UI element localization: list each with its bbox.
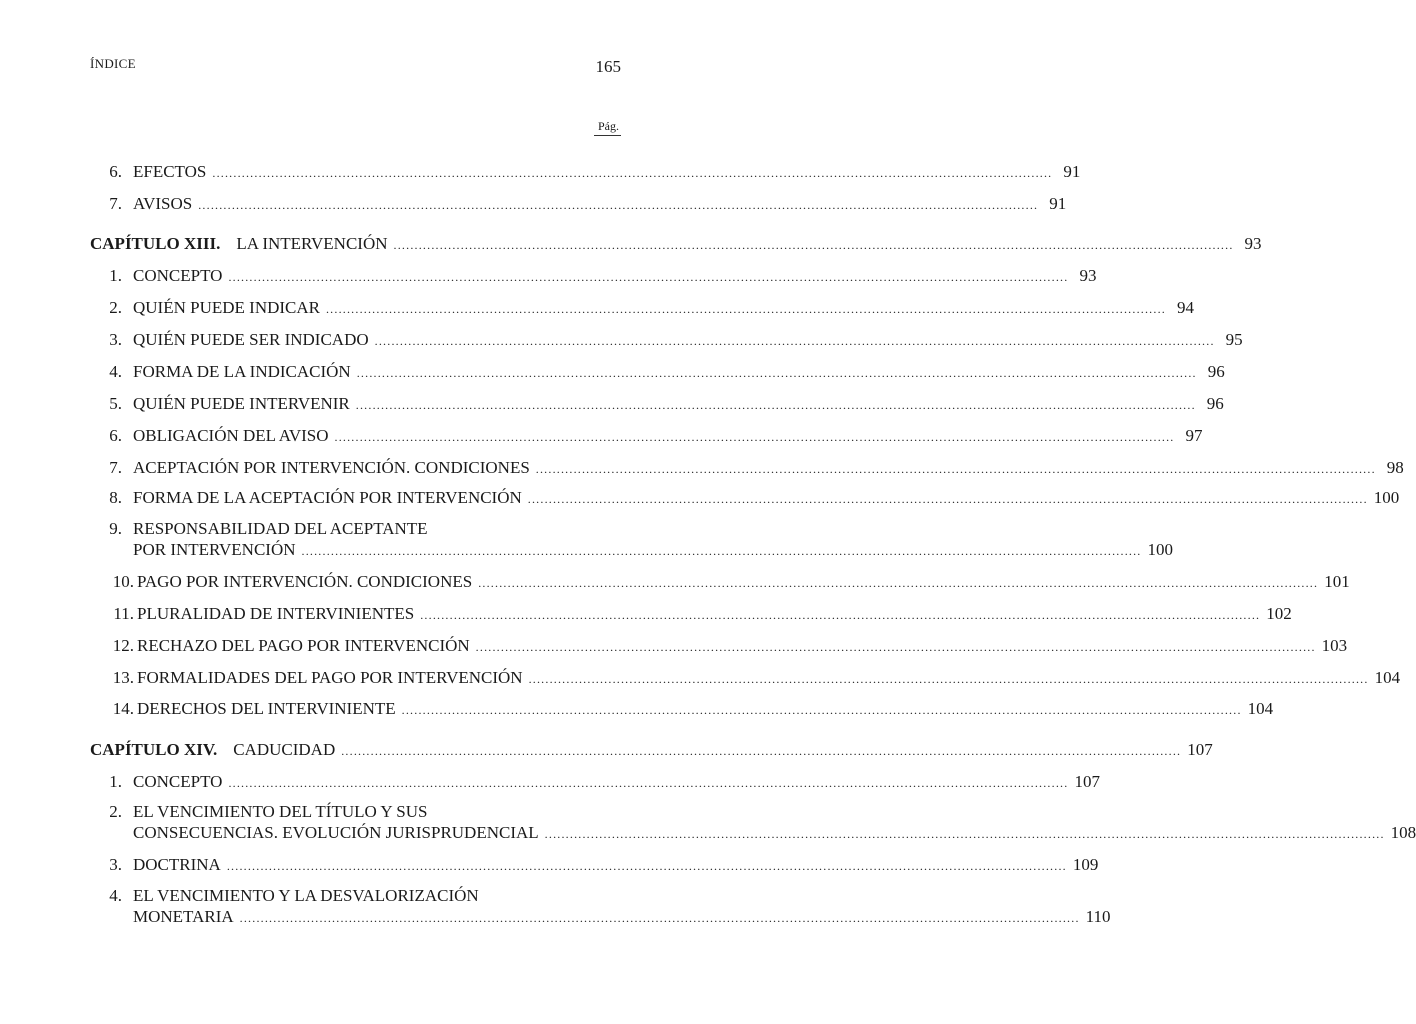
- entry-page: 100: [1147, 540, 1173, 559]
- dot-leader: ........................................................................................................................................................................................................: [374, 334, 1215, 348]
- entry-title: AVISOS: [133, 194, 193, 213]
- entry-page: 102: [1266, 604, 1292, 623]
- entry-title: DOCTRINA: [133, 855, 221, 874]
- dot-leader: ........................................................................................................................................................................................................: [341, 744, 1182, 758]
- entry-title: OBLIGACIÓN DEL AVISO: [133, 426, 329, 445]
- entry-title-line1: EL VENCIMIENTO Y LA DESVALORIZACIÓN: [133, 886, 479, 905]
- entry-page: 104: [1374, 668, 1401, 687]
- entry-title: PAGO POR INTERVENCIÓN. CONDICIONES: [137, 572, 473, 591]
- chapter-label: CAPÍTULO XIII.: [90, 234, 221, 253]
- dot-leader: ........................................................................................................................................................................................................: [355, 398, 1196, 412]
- dot-leader: ........................................................................................................................................................................................................: [212, 166, 1053, 180]
- entry-number: 4.: [109, 886, 122, 905]
- entry-title: PLURALIDAD DE INTERVINIENTES: [137, 604, 415, 623]
- entry-number: 10.: [112, 572, 134, 591]
- entry-page: 103: [1321, 636, 1348, 655]
- entry-number: 12.: [112, 636, 134, 655]
- dot-leader: ........................................................................................................................................................................................................: [475, 640, 1316, 654]
- dot-leader: ........................................................................................................................................................................................................: [228, 776, 1069, 790]
- entry-title: ACEPTACIÓN POR INTERVENCIÓN. CONDICIONES: [133, 458, 530, 477]
- entry-page: 93: [1079, 266, 1097, 285]
- entry-title: QUIÉN PUEDE INTERVENIR: [133, 394, 350, 413]
- entry-title: CONCEPTO: [133, 266, 223, 285]
- entry-number: 14.: [112, 699, 134, 718]
- dot-leader: ........................................................................................................................................................................................................: [527, 492, 1368, 506]
- entry-page: 104: [1247, 699, 1274, 718]
- page-number: 165: [595, 57, 621, 76]
- entry-page: 101: [1324, 572, 1350, 591]
- entry-page: 110: [1085, 907, 1111, 926]
- entry-page: 91: [1063, 162, 1081, 181]
- entry-title: POR INTERVENCIÓN: [133, 540, 296, 559]
- entry-number: 1.: [109, 266, 122, 285]
- entry-number: 7.: [109, 458, 122, 477]
- dot-leader: ........................................................................................................................................................................................................: [325, 302, 1166, 316]
- entry-page: 108: [1390, 823, 1416, 842]
- dot-leader: ........................................................................................................................................................................................................: [226, 859, 1067, 873]
- entry-title: QUIÉN PUEDE INDICAR: [133, 298, 320, 317]
- entry-page: 100: [1373, 488, 1400, 507]
- entry-title: CADUCIDAD: [233, 740, 336, 759]
- dot-leader: ........................................................................................................................................................................................................: [420, 608, 1261, 622]
- running-head: ÍNDICE: [90, 56, 136, 71]
- entry-page: 94: [1176, 298, 1194, 317]
- entry-number: 2.: [109, 802, 122, 821]
- dot-leader: ........................................................................................................................................................................................................: [239, 911, 1080, 925]
- entry-page: 96: [1206, 394, 1224, 413]
- dot-leader: ........................................................................................................................................................................................................: [401, 703, 1242, 717]
- dot-leader: ........................................................................................................................................................................................................: [356, 366, 1197, 380]
- entry-title: RECHAZO DEL PAGO POR INTERVENCIÓN: [137, 636, 470, 655]
- dot-leader: ........................................................................................................................................................................................................: [228, 270, 1069, 284]
- entry-title: CONCEPTO: [133, 772, 223, 791]
- entry-page: 107: [1074, 772, 1100, 791]
- entry-title: EFECTOS: [133, 162, 207, 181]
- page-column-label: Pág.: [594, 119, 621, 136]
- entry-number: 6.: [109, 426, 122, 445]
- dot-leader: ........................................................................................................................................................................................................: [528, 672, 1369, 686]
- dot-leader: ........................................................................................................................................................................................................: [301, 544, 1142, 558]
- dot-leader: ........................................................................................................................................................................................................: [198, 198, 1039, 212]
- entry-title: FORMA DE LA INDICACIÓN: [133, 362, 351, 381]
- entry-number: 1.: [109, 772, 122, 791]
- entry-page: 93: [1244, 234, 1262, 253]
- entry-number: 7.: [109, 194, 122, 213]
- entry-page: 91: [1049, 194, 1067, 213]
- entry-title: DERECHOS DEL INTERVINIENTE: [137, 699, 396, 718]
- dot-leader: ........................................................................................................................................................................................................: [478, 576, 1319, 590]
- entry-title: QUIÉN PUEDE SER INDICADO: [133, 330, 369, 349]
- entry-title: FORMA DE LA ACEPTACIÓN POR INTERVENCIÓN: [133, 488, 522, 507]
- chapter-label: CAPÍTULO XIV.: [90, 740, 218, 759]
- entry-number: 4.: [109, 362, 122, 381]
- entry-title: FORMALIDADES DEL PAGO POR INTERVENCIÓN: [137, 668, 523, 687]
- dot-leader: ........................................................................................................................................................................................................: [544, 827, 1385, 841]
- entry-number: 3.: [109, 855, 122, 874]
- entry-page: 98: [1386, 458, 1404, 477]
- entry-page: 107: [1187, 740, 1213, 759]
- entry-number: 9.: [109, 519, 122, 538]
- entry-number: 6.: [109, 162, 122, 181]
- entry-page: 96: [1207, 362, 1225, 381]
- entry-title-line1: RESPONSABILIDAD DEL ACEPTANTE: [133, 519, 428, 538]
- entry-page: 97: [1185, 426, 1203, 445]
- entry-title: CONSECUENCIAS. EVOLUCIÓN JURISPRUDENCIAL: [133, 823, 539, 842]
- entry-title: LA INTERVENCIÓN: [236, 234, 388, 253]
- dot-leader: ........................................................................................................................................................................................................: [334, 430, 1175, 444]
- dot-leader: ........................................................................................................................................................................................................: [393, 238, 1234, 252]
- entry-title: MONETARIA: [133, 907, 234, 926]
- entry-number: 2.: [109, 298, 122, 317]
- entry-title-line1: EL VENCIMIENTO DEL TÍTULO Y SUS: [133, 802, 428, 821]
- dot-leader: ........................................................................................................................................................................................................: [535, 462, 1376, 476]
- entry-number: 3.: [109, 330, 122, 349]
- entry-number: 5.: [109, 394, 122, 413]
- entry-number: 13.: [112, 668, 134, 687]
- entry-number: 8.: [109, 488, 122, 507]
- entry-number: 11.: [113, 604, 134, 623]
- entry-page: 109: [1072, 855, 1099, 874]
- entry-page: 95: [1225, 330, 1243, 349]
